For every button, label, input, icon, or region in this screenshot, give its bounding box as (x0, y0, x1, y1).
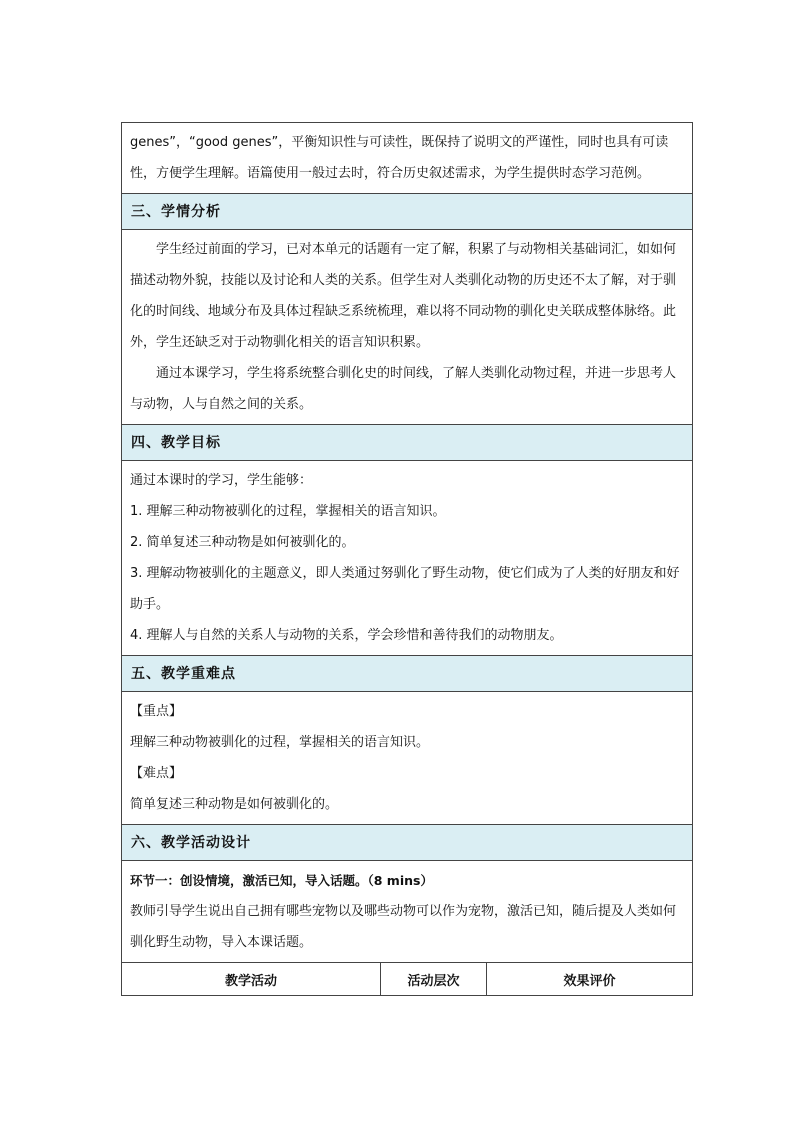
intro-line-1: genes”，“good genes”，平衡知识性与可读性，既保持了说明文的严谨性，同时也具有可读 (130, 135, 669, 150)
objectives-lead: 通过本课时的学习，学生能够： (130, 473, 313, 488)
column-header-activity: 教学活动 (122, 963, 381, 995)
key-points-body (122, 691, 692, 824)
column-header-level: 活动层次 (381, 963, 487, 995)
lesson-plan-table (121, 122, 693, 996)
column-header-evaluation: 效果评价 (563, 973, 616, 989)
activity-step-1 (122, 860, 692, 962)
section-heading-key-points: 五、教学重难点 (122, 655, 692, 691)
intro-line-2: 性，方便学生理解。语篇使用一般过去时，符合历史叙述需求，为学生提供时态学习范例。 (130, 166, 651, 181)
key-point-label: 【重点】 (130, 704, 183, 719)
objective-item: 3. 理解动物被驯化的主题意义，即人类通过努驯化了野生动物，使它们成为了人类的好朋友和好助手。 (130, 566, 680, 612)
step-1-text: 教师引导学生说出自己拥有哪些宠物以及哪些动物可以作为宠物，激活已知，随后提及人类如何驯化野生动物，导入本课话题。 (130, 904, 677, 950)
activity-table-header (122, 962, 692, 995)
student-analysis-para-1: 学生经过前面的学习，已对本单元的话题有一定了解，积累了与动物相关基础词汇，如如何描述动物外貌，技能以及讨论和人类的关系。但学生对人类驯化动物的历史还不太了解，对于驯化的时间线、地域分布及具体过程缺乏系统梳理，难以将不同动物的驯化史关联成整体脉络。此外，学生还缺乏对于动物驯化相关的语言知识积累。 (130, 242, 677, 350)
student-analysis-para-2: 通过本课学习，学生将系统整合驯化史的时间线，了解人类驯化动物过程，并进一步思考人与动物，人与自然之间的关系。 (130, 366, 677, 412)
objectives-body (122, 460, 692, 655)
section-heading-activity-design: 六、教学活动设计 (122, 824, 692, 860)
difficulty-text: 简单复述三种动物是如何被驯化的。 (130, 797, 339, 812)
step-1-title: 环节一：创设情境，激活已知，导入话题。（8 mins） (130, 873, 433, 888)
objective-item: 1. 理解三种动物被驯化的过程，掌握相关的语言知识。 (130, 504, 446, 519)
key-point-text: 理解三种动物被驯化的过程，掌握相关的语言知识。 (130, 735, 430, 750)
section-heading-student-analysis: 三、学情分析 (122, 193, 692, 229)
text-analysis-continued (122, 123, 692, 193)
objective-item: 4. 理解人与自然的关系人与动物的关系，学会珍惜和善待我们的动物朋友。 (130, 628, 563, 643)
section-heading-objectives: 四、教学目标 (122, 424, 692, 460)
objective-item: 2. 简单复述三种动物是如何被驯化的。 (130, 535, 355, 550)
difficulty-label: 【难点】 (130, 766, 183, 781)
student-analysis-body (122, 229, 692, 424)
